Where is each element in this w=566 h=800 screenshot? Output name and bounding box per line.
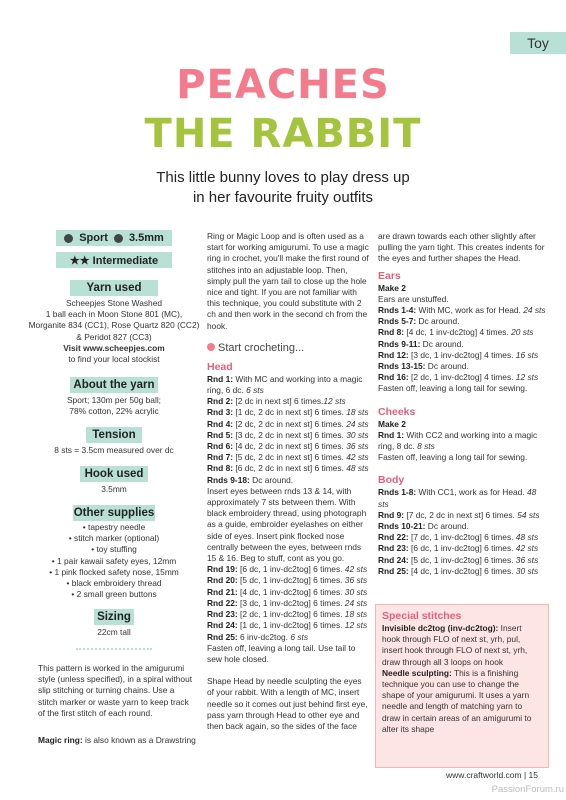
round-line: Rnds 10-21: Dc around. xyxy=(378,521,469,532)
other-supplies-heading: Other supplies xyxy=(73,507,155,519)
yarn-used-heading: Yarn used xyxy=(70,280,158,296)
weight-label: Sport xyxy=(79,232,108,244)
supplies-list xyxy=(26,522,202,600)
special-stitches-heading: Special stitches xyxy=(382,610,462,622)
start-heading xyxy=(207,341,369,355)
round-line: Rnd 24: [5 dc, 1 inv-dc2tog] 6 times. 36 sts xyxy=(378,554,539,565)
round-line: Rnd 24: [1 dc, 1 inv-dc2tog] 6 times. 12 sts xyxy=(207,620,368,631)
about-yarn-text xyxy=(26,395,202,417)
sizing-text: 22cm tall xyxy=(97,627,131,637)
round-line: Rnds 13-15: Dc around. xyxy=(378,361,469,372)
round-line: Rnd 9: [7 dc, 2 dc in next st] 6 times. 54 sts xyxy=(378,509,540,520)
round-line: Rnd 5: [3 dc, 2 dc in next st] 6 times. 30 sts xyxy=(207,429,369,440)
round-line: Rnd 8: [4 dc, 1 inv-dc2tog] 4 times. 20 sts xyxy=(378,327,534,338)
round-line: Rnd 23: [6 dc, 1 inv-dc2tog] 6 times. 42 sts xyxy=(378,543,539,554)
round-line: Rnd 16: [2 dc, 1 inv-dc2tog] 4 times. 12 sts xyxy=(378,372,539,383)
subtitle-line-2: in her favourite fruity outfits xyxy=(192,189,374,206)
round-line: Rnd 22: [7 dc, 1 inv-dc2tog] 6 times. 48 sts xyxy=(378,532,539,543)
magic-ring-text: is also known as a Drawstring xyxy=(82,735,196,745)
round-line: Rnd 7: [5 dc, 2 dc in next st] 6 times. 42 sts xyxy=(207,452,369,463)
level-bar: ★★ Intermediate xyxy=(56,252,172,268)
category-tag: Toy xyxy=(510,32,566,54)
magic-ring-continued: Ring or Magic Loop and is often used as a start for working amigurumi. To use a magic ring in crochet, you'll make the first round of stitches into an adjustable loop. Then, simply pull the yarn tail to close up the hole nice and tight. If you are not familiar with this technique, you could substitute with 2 ch and then work in the second ch from the hook. xyxy=(207,231,369,331)
watermark: PassionForum.ru xyxy=(491,784,564,795)
round-line: Rnd 3: [1 dc, 2 dc in next st] 6 times. 18 sts xyxy=(207,407,369,418)
special-stitches-box xyxy=(375,604,549,768)
fasten-off-text: Fasten off, leaving a long tail. Use tail to sew hole closed. xyxy=(207,642,356,664)
round-line: Rnd 20: [5 dc, 1 inv-dc2tog] 6 times. 36 sts xyxy=(207,575,368,586)
cheeks-make: Make 2 xyxy=(378,418,406,429)
supply-item: • tapestry needle xyxy=(82,522,146,532)
ears-fasten: Fasten off, leaving a long tail for sewing. xyxy=(378,383,528,394)
cheeks-heading: Cheeks xyxy=(378,405,416,418)
decrease-rounds xyxy=(207,564,369,642)
head-heading: Head xyxy=(207,360,233,373)
bullet-circle-icon xyxy=(207,343,215,351)
hook-size-label: 3.5mm xyxy=(128,232,164,244)
supply-item: • stitch marker (optional) xyxy=(68,533,160,544)
round-line: Rnd 8: [6 dc, 2 dc in next st] 6 times. 48 sts xyxy=(207,463,369,474)
supply-item: • 2 small green buttons xyxy=(71,589,157,600)
hook-used-heading: Hook used xyxy=(80,466,148,482)
subtitle-line-1: This little bunny loves to play dress up xyxy=(156,169,410,186)
sizing-heading: Sizing xyxy=(94,609,134,625)
about-line: 78% cotton, 22% acrylic xyxy=(69,406,159,417)
footer: www.craftworld.com | 15 xyxy=(446,770,538,780)
yarn-line: Scheepjes Stone Washed xyxy=(65,298,163,308)
round-line: Rnd 25: 6 inv-dc2tog. 6 sts xyxy=(207,631,309,642)
title-line-2: THE RABBIT xyxy=(144,111,422,157)
hook-icon xyxy=(114,234,123,243)
ears-note: Ears are unstuffed. xyxy=(378,293,449,304)
needle-sculpting-definition: Needle sculpting: This is a finishing technique you can use to change the shape of your amigurumi. It uses a yarn needle and length of matching yarn to draw in certain areas of an amigurumi to alter its shape xyxy=(382,667,532,734)
eyes-instructions: Insert eyes between rnds 13 & 14, with approximately 7 sts between them. With black embroidery thread, using photograph as a guide, embroider eyelashes on either side of eyes. Insert pink flocked nose centrally between the eyes, between rnds 15 & 16. Beg to stuff, cont as you go. xyxy=(207,485,367,564)
inv-dc2tog-definition: Invisible dc2tog (inv-dc2tog): Insert hook through FLO of next st, yrh, pul, insert hook through FLO of next st, yrh, draw through all 3 loops on hook xyxy=(382,623,528,667)
round-line: Rnd 23: [2 dc, 1 inv-dc2tog] 6 times. 18 sts xyxy=(207,609,368,620)
column-3 xyxy=(378,231,546,577)
ears-make: Make 2 xyxy=(378,282,406,293)
round-line: Rnd 2: [2 dc in next st] 6 times.12 sts xyxy=(207,396,346,407)
yarn-line: & Peridot 827 (CC3) xyxy=(76,331,152,342)
supply-item: • black embroidery thread xyxy=(66,578,162,589)
round-line: Rnd 4: [2 dc, 2 dc in next st] 6 times. 24 sts xyxy=(207,418,369,429)
yarn-used-text xyxy=(26,298,202,365)
weight-hook-bar xyxy=(56,230,172,246)
special-stitches-text xyxy=(376,623,548,735)
start-heading-text: Start crocheting... xyxy=(218,341,305,354)
yarn-line: Visit www.scheepjes.com xyxy=(63,342,165,353)
shape-head-text: Shape Head by needle sculpting the eyes of your rabbit. With a length of MC, insert needle so it comes out just behind first eye, pass yarn through Head to other eye and then back again, so the sides of the face xyxy=(207,676,368,731)
tension-text: 8 sts = 3.5cm measured over dc xyxy=(54,445,174,455)
magic-ring-paragraph xyxy=(38,735,198,746)
round-line: Rnds 1-8: With CC1, work as for Head. 48 sts xyxy=(378,487,537,509)
yarn-line: 1 ball each in Moon Stone 801 (MC), xyxy=(45,309,183,320)
round-line: Rnd 12: [3 dc, 1 inv-dc2tog] 4 times. 16 sts xyxy=(378,349,539,360)
supply-item: • 1 pink flocked safety nose, 15mm xyxy=(49,566,179,577)
round-line: Rnd 19: [6 dc, 1 inv-dc2tog] 6 times. 42 sts xyxy=(207,564,368,575)
divider xyxy=(76,648,152,650)
magic-ring-label: Magic ring: xyxy=(38,735,83,745)
round-line: Rnd 1: With CC2 and working into a magic ring, 8 dc. 8 sts xyxy=(378,429,538,452)
cheeks-fasten: Fasten off, leaving a long tail for sewing. xyxy=(378,452,528,463)
intro-paragraph: This pattern is worked in the amigurumi style (unless specified), in a spiral without slip stitching or turning chains. Use a stitch marker or waste yarn to keep track of the first stitch of each round. xyxy=(38,663,193,718)
about-yarn-heading: About the yarn xyxy=(70,377,158,393)
yarn-ball-icon xyxy=(64,234,73,243)
round-line: Rnds 5-7: Dc around. xyxy=(378,316,460,327)
about-line: Sport; 130m per 50g ball; xyxy=(66,395,162,405)
round-line: Rnd 1: With MC and working into a magic ring, 6 dc. 6 sts xyxy=(207,373,363,396)
hook-used-text: 3.5mm xyxy=(101,484,127,494)
round-line: Rnd 25: [4 dc, 1 inv-dc2tog] 6 times. 30 sts xyxy=(378,565,539,576)
shape-head-continued: are drawn towards each other slightly after pulling the yarn tight. This creates indents for the eyes and further shapes the Head. xyxy=(378,231,545,264)
title-line-1: PEACHES xyxy=(176,62,390,108)
yarn-line: Morganite 834 (CC1), Rose Quartz 820 (CC2) xyxy=(28,320,200,331)
ears-heading: Ears xyxy=(378,269,401,282)
supply-item: • toy stuffing xyxy=(91,544,137,555)
round-line: Rnds 9-18: Dc around. xyxy=(207,474,294,485)
head-rounds xyxy=(207,374,369,486)
supply-item: • 1 pair kawaii safety eyes, 12mm xyxy=(51,555,177,566)
body-heading: Body xyxy=(378,474,405,487)
round-line: Rnds 9-11: Dc around. xyxy=(378,338,464,349)
yarn-line: to find your local stockist xyxy=(68,354,160,365)
round-line: Rnd 22: [3 dc, 1 inv-dc2tog] 6 times. 24 sts xyxy=(207,597,368,608)
subtitle xyxy=(0,168,566,208)
tension-heading: Tension xyxy=(86,427,142,443)
column-2 xyxy=(207,231,369,732)
round-line: Rnd 6: [4 dc, 2 dc in next st] 6 times. 36 sts xyxy=(207,441,369,452)
round-line: Rnds 1-4: With MC, work as for Head. 24 sts xyxy=(378,305,546,316)
round-line: Rnd 21: [4 dc, 1 inv-dc2tog] 6 times. 30 sts xyxy=(207,586,368,597)
